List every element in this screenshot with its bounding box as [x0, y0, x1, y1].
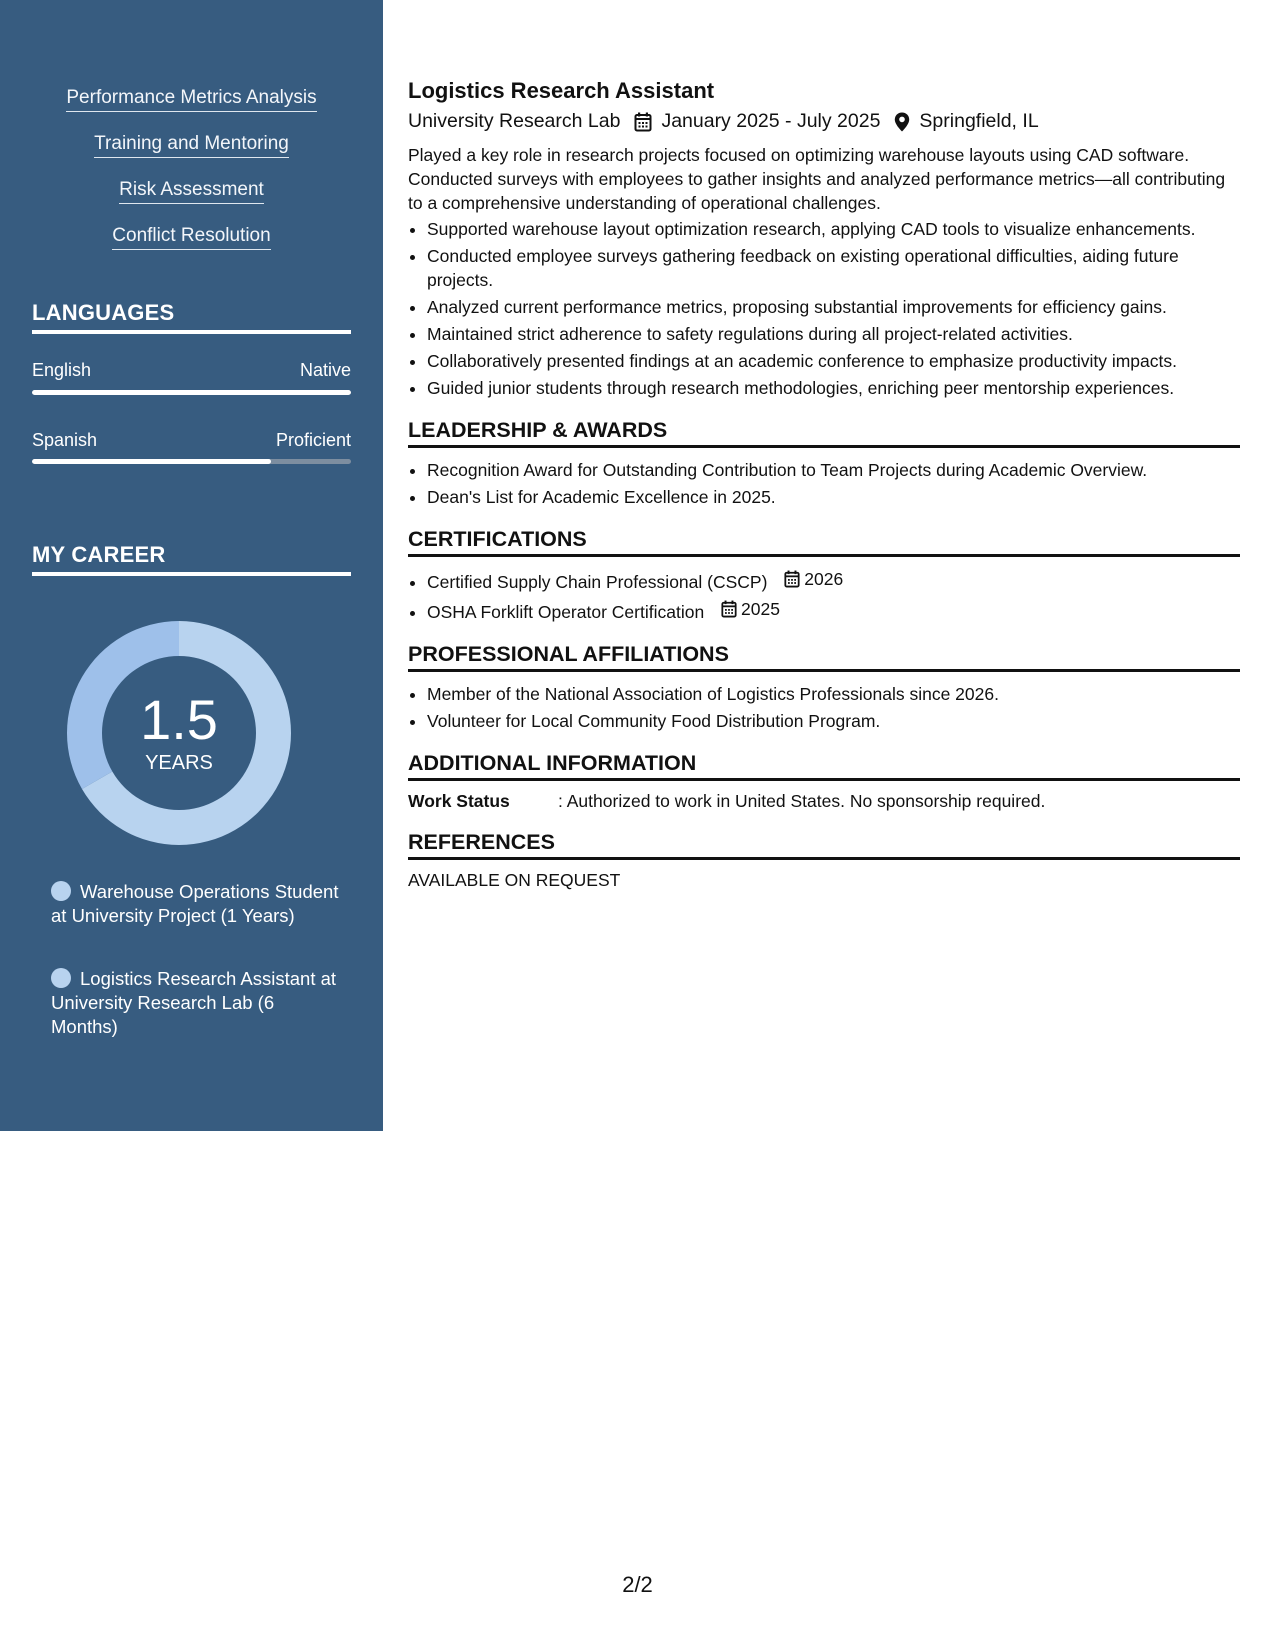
- cert-year: 2025: [741, 599, 780, 619]
- work-status-row: [408, 791, 1240, 812]
- work-status-value: : Authorized to work in United States. No sponsorship required.: [558, 791, 1046, 811]
- affiliations-list: [408, 682, 1240, 733]
- list-item: • Supported warehouse layout optimization research, applying CAD tools to visualize enhancements.: [427, 217, 1240, 241]
- career-legend-item: [51, 880, 341, 928]
- calendar-icon: [784, 570, 800, 588]
- list-item: • Dean's List for Academic Excellence in 2025.: [427, 485, 1240, 509]
- calendar-icon: [634, 112, 652, 132]
- cert-year: 2026: [804, 569, 844, 589]
- skill-link[interactable]: Performance Metrics Analysis: [66, 86, 316, 112]
- language-row: [32, 430, 351, 451]
- certifications-heading: CERTIFICATIONS: [408, 527, 1240, 557]
- calendar-icon: [721, 600, 737, 618]
- cert-name: OSHA Forklift Operator Certification: [427, 602, 705, 622]
- career-heading: MY CAREER: [32, 542, 351, 576]
- list-item: • Maintained strict adherence to safety regulations during all project-related activities.: [427, 322, 1240, 346]
- list-item: • Guided junior students through research methodologies, enriching peer mentorship experiences.: [427, 376, 1240, 400]
- language-bar: [32, 390, 351, 395]
- job-dates: January 2025 - July 2025: [661, 110, 881, 132]
- page-number: 2/2: [622, 1572, 653, 1597]
- cert-name: Certified Supply Chain Professional (CSCP): [427, 572, 768, 592]
- references-text: AVAILABLE ON REQUEST: [408, 870, 621, 890]
- list-item: • Conducted employee surveys gathering feedback on existing operational difficulties, aiding future projects.: [427, 244, 1240, 292]
- job-company: University Research Lab: [408, 110, 621, 132]
- skill-link[interactable]: Training and Mentoring: [94, 132, 289, 158]
- language-bar-fill: [32, 459, 271, 464]
- languages-heading: LANGUAGES: [32, 300, 351, 334]
- certifications-list: [408, 567, 1240, 624]
- main-content: [408, 78, 1240, 891]
- list-item: • Volunteer for Local Community Food Distribution Program.: [427, 709, 1240, 733]
- list-item: [427, 567, 1240, 594]
- language-row: [32, 360, 351, 381]
- legend-dot-icon: [51, 881, 71, 901]
- job-summary: Played a key role in research projects focused on optimizing warehouse layouts using CAD software. Conducted surveys with employees to gather insights and analyzed performance metrics—all contributing to a comprehensive understanding of operational challenges.: [408, 145, 1226, 213]
- job-bullets: [408, 217, 1240, 400]
- awards-heading: LEADERSHIP & AWARDS: [408, 418, 1240, 448]
- language-name: English: [32, 360, 92, 380]
- job-meta: [408, 110, 1240, 133]
- additional-info-heading: ADDITIONAL INFORMATION: [408, 751, 1240, 781]
- skill-link[interactable]: Risk Assessment: [119, 178, 264, 204]
- list-item: • Collaboratively presented findings at an academic conference to emphasize productivity impacts.: [427, 349, 1240, 373]
- work-status-label: Work Status: [408, 791, 510, 811]
- list-item: • Member of the National Association of Logistics Professionals since 2026.: [427, 682, 1240, 706]
- location-pin-icon: [894, 112, 910, 132]
- career-entry-label: Logistics Research Assistant at University Research Lab (6 Months): [51, 968, 337, 1037]
- skill-link[interactable]: Conflict Resolution: [112, 224, 270, 250]
- language-bar: [32, 459, 351, 464]
- list-item: • Analyzed current performance metrics, proposing substantial improvements for efficiency gains.: [427, 295, 1240, 319]
- career-unit-label: YEARS: [145, 752, 213, 774]
- list-item: • Recognition Award for Outstanding Contribution to Team Projects during Academic Overview.: [427, 458, 1240, 482]
- list-item: [427, 597, 1240, 624]
- job-title: Logistics Research Assistant: [408, 78, 715, 103]
- legend-dot-icon: [51, 968, 71, 988]
- awards-list: [408, 458, 1240, 509]
- career-legend-item: [51, 967, 341, 1039]
- language-bar-fill: [32, 390, 351, 395]
- sidebar: [0, 0, 383, 1131]
- job-location: Springfield, IL: [919, 110, 1039, 132]
- language-level: Proficient: [275, 430, 351, 450]
- career-entry-label: Warehouse Operations Student at University Project (1 Years): [51, 881, 339, 926]
- skills-list: [0, 86, 383, 270]
- affiliations-heading: PROFESSIONAL AFFILIATIONS: [408, 642, 1240, 672]
- language-level: Native: [299, 360, 351, 380]
- references-heading: REFERENCES: [408, 830, 1240, 860]
- language-name: Spanish: [32, 430, 98, 450]
- career-total-years: 1.5: [140, 688, 218, 751]
